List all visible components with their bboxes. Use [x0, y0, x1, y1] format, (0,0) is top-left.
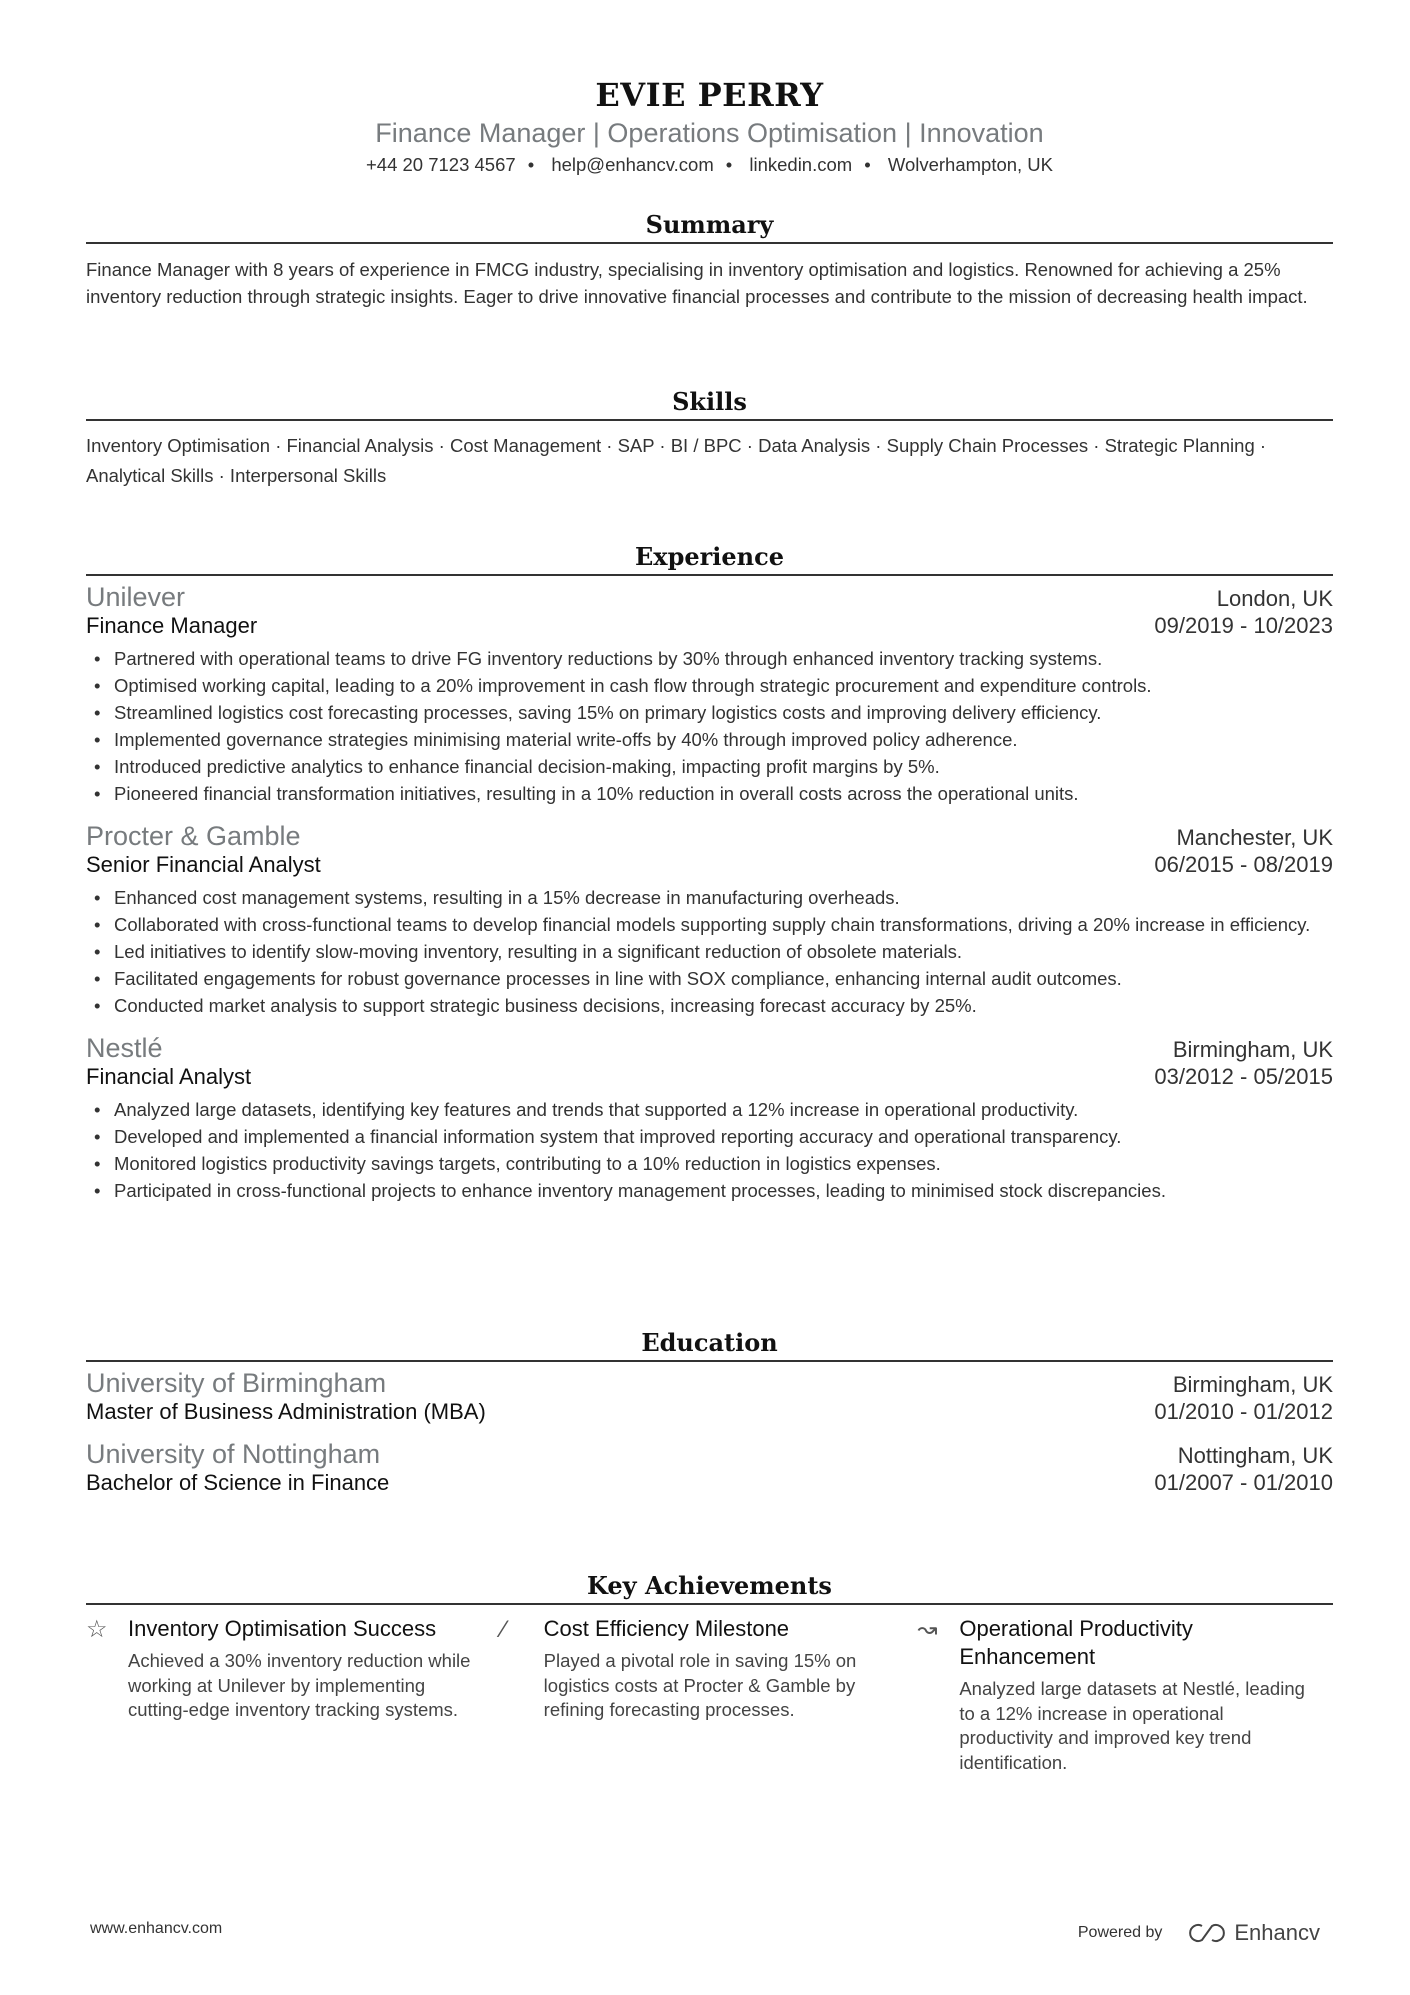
job-entry	[86, 821, 1333, 1019]
achievement-item	[86, 1615, 502, 1775]
education-entry	[86, 1368, 1333, 1425]
job-role: Finance Manager	[86, 613, 258, 638]
bullet-item: • Implemented governance strategies minimising material write-offs by 40% through improved policy adherence.	[86, 726, 1333, 753]
company-name: Procter & Gamble	[86, 821, 301, 851]
bullet-item: • Partnered with operational teams to drive FG inventory reductions by 30% through enhanced inventory tracking systems.	[86, 645, 1333, 672]
bullet-list	[86, 1096, 1333, 1204]
job-entry	[86, 582, 1333, 807]
website-link[interactable]: www.enhancv.com	[90, 1920, 223, 1937]
powered-by: Powered by	[1077, 1924, 1163, 1941]
contact-line: +44 20 7123 4567 • help@enhancv.com • linkedin.com • Wolverhampton, UK	[365, 154, 1054, 175]
linkedin-link[interactable]: linkedin.com	[749, 154, 853, 175]
bullet-item: • Developed and implemented a financial information system that improved reporting accuracy and operational transparency.	[86, 1123, 1333, 1150]
job-role: Financial Analyst	[86, 1064, 252, 1089]
phone: +44 20 7123 4567	[365, 154, 516, 175]
school-location: Nottingham, UK	[1177, 1443, 1333, 1468]
bullet-list	[86, 884, 1333, 1019]
achievement-text: Played a pivotal role in saving 15% on logistics costs at Procter & Gamble by refining forecasting processes.	[543, 1650, 857, 1720]
education-dates: 01/2007 - 01/2010	[1154, 1470, 1333, 1495]
skills-text: Inventory Optimisation · Financial Analysis · Cost Management · SAP · BI / BPC · Data Analysis · Supply Chain Processes · Strategic Planning · Analytical Skills · Interpersonal Skills	[86, 435, 1267, 486]
section-heading: Education	[86, 1328, 1333, 1362]
achievement-item	[502, 1615, 918, 1775]
job-entry	[86, 1033, 1333, 1204]
section-heading: Summary	[86, 210, 1333, 244]
bullet-item: • Streamlined logistics cost forecasting processes, saving 15% on primary logistics costs and improving delivery efficiency.	[86, 699, 1333, 726]
company-name: Nestlé	[86, 1033, 163, 1063]
bullet-item: • Optimised working capital, leading to a 20% improvement in cash flow through strategic procurement and expenditure controls.	[86, 672, 1333, 699]
bullet-item: • Led initiatives to identify slow-moving inventory, resulting in a significant reduction of obsolete materials.	[86, 938, 1333, 965]
bullet-item: • Conducted market analysis to support strategic business decisions, increasing forecast accuracy by 25%.	[86, 992, 1333, 1019]
bullet-item: • Collaborated with cross-functional teams to develop financial models supporting supply chain transformations, driving a 20% increase in efficiency.	[86, 911, 1333, 938]
education-dates: 01/2010 - 01/2012	[1154, 1399, 1333, 1424]
achievement-text: Achieved a 30% inventory reduction while working at Unilever by implementing cutting-edge inventory tracking systems.	[128, 1650, 471, 1720]
achievement-title: Operational Productivity Enhancement	[959, 1616, 1193, 1669]
job-dates: 03/2012 - 05/2015	[1154, 1064, 1333, 1089]
enhancv-logo	[1188, 1920, 1320, 1946]
route-icon: ↝	[917, 1616, 938, 1643]
achievement-text: Analyzed large datasets at Nestlé, leading to a 12% increase in operational productivity and improved key trend identification.	[959, 1678, 1305, 1773]
achievement-item	[917, 1615, 1333, 1775]
achievement-title: Inventory Optimisation Success	[128, 1616, 437, 1641]
degree: Master of Business Administration (MBA)	[86, 1399, 486, 1424]
section-heading: Skills	[86, 387, 1333, 421]
email-link[interactable]: help@enhancv.com	[551, 154, 714, 175]
job-dates: 06/2015 - 08/2019	[1154, 852, 1333, 877]
job-location: Manchester, UK	[1176, 825, 1333, 850]
education-section	[86, 1328, 1333, 1496]
education-entry	[86, 1439, 1333, 1496]
school-location: Birmingham, UK	[1172, 1372, 1333, 1397]
star-icon: ☆	[86, 1616, 108, 1643]
bullet-item: • Participated in cross-functional projects to enhance inventory management processes, leading to minimised stock discrepancies.	[86, 1177, 1333, 1204]
bullet-list	[86, 645, 1333, 807]
job-location: Birmingham, UK	[1172, 1037, 1333, 1062]
job-location: London, UK	[1216, 586, 1333, 611]
job-role: Senior Financial Analyst	[86, 852, 321, 877]
location: Wolverhampton, UK	[887, 154, 1054, 175]
bullet-item: • Pioneered financial transformation initiatives, resulting in a 10% reduction in overall costs across the operational units.	[86, 780, 1333, 807]
candidate-name: EVIE PERRY	[595, 76, 824, 114]
school-name: University of Nottingham	[86, 1439, 381, 1469]
bullet-item: • Monitored logistics productivity savings targets, contributing to a 10% reduction in logistics expenses.	[86, 1150, 1333, 1177]
section-heading: Key Achievements	[86, 1571, 1333, 1605]
magic-wand-icon: ⁄	[501, 1616, 506, 1643]
school-name: University of Birmingham	[86, 1368, 387, 1398]
bullet-item: • Analyzed large datasets, identifying key features and trends that supported a 12% increase in operational productivity.	[86, 1096, 1333, 1123]
company-name: Unilever	[86, 582, 186, 612]
bullet-item: • Introduced predictive analytics to enhance financial decision-making, impacting profit margins by 5%.	[86, 753, 1333, 780]
footer	[90, 1920, 1320, 1946]
candidate-title: Finance Manager | Operations Optimisation | Innovation	[375, 118, 1044, 148]
achievements-section	[86, 1571, 1333, 1775]
skills-section	[86, 387, 1333, 491]
section-heading: Experience	[86, 542, 1333, 576]
bullet-item: • Facilitated engagements for robust governance processes in line with SOX compliance, enhancing internal audit outcomes.	[86, 965, 1333, 992]
achievement-title: Cost Efficiency Milestone	[543, 1616, 790, 1641]
degree: Bachelor of Science in Finance	[86, 1470, 390, 1495]
bullet-item: • Enhanced cost management systems, resulting in a 15% decrease in manufacturing overheads.	[86, 884, 1333, 911]
experience-section	[86, 542, 1333, 1204]
enhancv-logo-icon	[1188, 1922, 1226, 1944]
brand-name: Enhancv	[1234, 1920, 1320, 1945]
summary-text: Finance Manager with 8 years of experience in FMCG industry, specialising in inventory optimisation and logistics. Renowned for achieving a 25% inventory reduction through strategic insights. Eager to drive innovative financial processes and contribute to the mission of decreasing health impact.	[86, 259, 1308, 307]
summary-section	[86, 210, 1333, 310]
job-dates: 09/2019 - 10/2023	[1154, 613, 1333, 638]
